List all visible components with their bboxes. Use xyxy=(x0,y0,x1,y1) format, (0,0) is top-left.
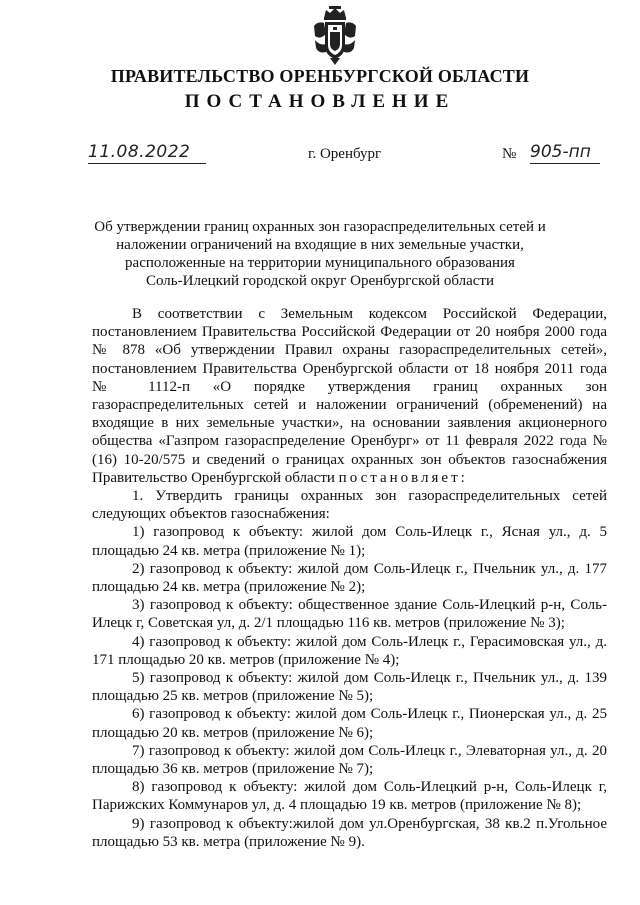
subitem-1: 1) газопровод к объекту: жилой дом Соль-Илецк г., Ясная ул., д. 5 площадью 24 кв. метра (приложение № 1); xyxy=(92,524,607,559)
title-line: Соль-Илецкий городской округ Оренбургской области xyxy=(146,273,494,289)
preamble-text: В соответствии с Земельным кодексом Российской Федерации, постановлением Правительства Российской Федерации от 20 ноября 2000 года № 878 «Об утверждении Правил охраны газораспределительных сетей», постановлением Правительства Оренбургской области от 18 ноября 2011 года № 1112-п «О порядке утверждения границ охранных зон газораспределительных сетей и наложении ограничений (обременений) на входящие в них земельные участки», на основании заявления акционерного общества «Газпром газораспределение Оренбург» от 11 февраля 2022 года № (16) 10-20/575 и сведений о границах охранных зон объектов газоснабжения Правительство Оренбургской области xyxy=(92,306,607,486)
subitem-7: 7) газопровод к объекту: жилой дом Соль-Илецк г., Элеваторная ул., д. 20 площадью 36 кв. метров (приложение № 7); xyxy=(92,742,607,778)
document-city: г. Оренбург xyxy=(308,146,382,162)
preamble-paragraph xyxy=(92,305,607,487)
document-number: 905-пп xyxy=(530,142,600,164)
title-line: Об утверждении границ охранных зон газораспределительных сетей и xyxy=(94,219,546,235)
document-date: 11.08.2022 xyxy=(88,142,206,164)
subitem-6: 6) газопровод к объекту: жилой дом Соль-Илецк г., Пионерская ул., д. 25 площадью 20 кв. метров (приложение № 6); xyxy=(92,706,607,741)
subitem-9: 9) газопровод к объекту:жилой дом ул.Оренбургская, 38 кв.2 п.Угольное площадью 53 кв. метра (приложение № 9). xyxy=(92,815,607,850)
subitem-2: 2) газопровод к объекту: жилой дом Соль-Илецк г., Пчельник ул., д. 177 площадью 24 кв. метра (приложение № 2); xyxy=(92,560,607,596)
subitem-8: 8) газопровод к объекту: жилой дом Соль-Илецкий р-н, Соль-Илецк г, Парижских Коммунаров ул, д. 4 площадью 19 кв. метров (приложение № 8); xyxy=(92,779,607,814)
organization-name: ПРАВИТЕЛЬСТВО ОРЕНБУРГСКОЙ ОБЛАСТИ xyxy=(110,66,530,86)
document-type: ПОСТАНОВЛЕНИЕ xyxy=(184,91,456,112)
decree-word: постановляет: xyxy=(338,469,468,486)
document-body xyxy=(92,305,607,851)
coat-of-arms-icon xyxy=(312,6,358,66)
item-1: 1. Утвердить границы охранных зон газораспределительных сетей следующих объектов газоснабжения: xyxy=(92,488,607,523)
subitem-3: 3) газопровод к объекту: общественное здание Соль-Илецкий р-н, Соль-Илецк г, Советская ул, д. 2/1 площадью 116 кв. метров (приложение № 3); xyxy=(92,597,607,632)
number-label: № xyxy=(502,146,517,162)
subitem-5: 5) газопровод к объекту: жилой дом Соль-Илецк г., Пчельник ул., д. 139 площадью 25 кв. метров (приложение № 5); xyxy=(92,670,607,705)
title-line: расположенные на территории муниципального образования xyxy=(125,255,515,271)
title-line: наложении ограничений на входящие в них земельные участки, xyxy=(116,237,524,253)
document-title xyxy=(60,218,580,290)
subitem-4: 4) газопровод к объекту: жилой дом Соль-Илецк г., Герасимовская ул., д. 171 площадью 20 кв. метров (приложение № 4); xyxy=(92,633,607,668)
